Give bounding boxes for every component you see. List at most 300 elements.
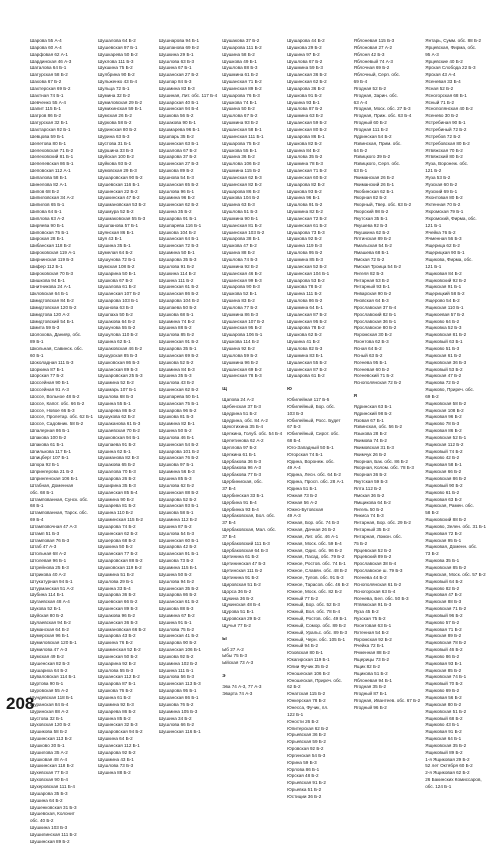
index-entry: Шушина 119 Б-3 [287, 243, 322, 249]
index-entry: Яснополянская 61 Б-2 [353, 581, 402, 587]
index-entry: Якорная 82 Б-2 [353, 195, 387, 201]
index-entry: Шушарина 92 Б-2 [98, 660, 136, 666]
index-entry: Шушинская 62 Б-2 [287, 79, 327, 85]
index-entry: Шушмина 93 Б-2 [222, 120, 259, 126]
index-entry: Юргинская 54 Б-3 [287, 752, 326, 758]
index-entry: Шушмина 67 Б-2 [158, 612, 195, 618]
index-entry: Штаб 47 А-3 [30, 544, 57, 550]
index-entry: Щеплова 97 Б-2 [222, 444, 257, 450]
index-entry: Шушарова 36 Б-2 [287, 85, 325, 91]
index-entry: Щуровская 29 Б-2 [222, 616, 261, 622]
index-entry: Шумерская 96 Б-1 [30, 633, 69, 639]
index-entry: Ячменная 56 Б-3 [425, 236, 462, 242]
index-entry: Широкая 28 Б-1 [30, 236, 64, 242]
index-entry: Шоссейная 91 А-3 [30, 387, 69, 393]
index-entry: Ядринская 54 Б-2 [353, 133, 392, 139]
index-entry: Ящиковская 58 Б-2 [425, 400, 467, 406]
index-entry: Якиманский 26 Б-1 [353, 181, 395, 187]
index-entry: Шушарева 86 Б-2 [98, 708, 136, 714]
index-entry: Ятвяжский 80 Б-2 [425, 154, 463, 160]
index-entry: Шумиловская 29 Б-2 [98, 99, 143, 105]
index-entry: Шушевская 97 Б-1 [98, 44, 138, 50]
index-entry: Шушаровская 90 Б-2 [98, 174, 143, 180]
index-entry: Шушлова 59 Б-2 [222, 352, 258, 358]
index-column-3 [158, 38, 218, 735]
index-entry: Шушмина 74 Б-2 [158, 318, 195, 324]
index-entry: Ямашева 68 Б-1 [353, 250, 389, 256]
index-entry: Ясногорская 63 Б-4 [353, 588, 396, 594]
index-entry: Южный, Ростов. обс. 49 Б-1 [287, 616, 347, 622]
index-entry: Шушминская 52 Б-2 [98, 647, 141, 653]
index-entry: Шухевская 77 Б-3 [30, 770, 68, 776]
index-entry: Ялта 112 Б-2 [353, 486, 382, 491]
index-entry: Эва 74 А-3, 77 А-3 [222, 683, 262, 689]
section-letter-y: Ы [222, 635, 227, 641]
index-entry: Ящикова 72 Б-2 [425, 380, 460, 386]
index-entry: Шмита 59 Б-3 [30, 325, 60, 331]
index-entry: Шмидтовская 120 Б-2 [30, 304, 77, 310]
index-entry: Шушарова 92 Б-2 [98, 749, 136, 755]
index-entry: Шушкина 103 Б-3 [30, 825, 68, 831]
index-entry: Шушина 50 Б-2 [158, 428, 192, 434]
index-entry: Шушарова 61 Б-2 [287, 373, 325, 379]
index-entry: Шушина 64 Б-2 [30, 797, 63, 803]
index-entry: Шушлова 66 Б-2 [158, 722, 195, 728]
index-entry: Шушанская 93 Б-1 [158, 503, 199, 509]
index-entry: Шушанская 64 Б-1 [158, 236, 199, 242]
index-entry: Шеповская 112 А-1 [30, 168, 71, 174]
index-entry: Шушлова 88 Б-3 [222, 65, 258, 71]
index-entry: Шушурская 85 Б-3 [98, 352, 138, 358]
index-entry: Ясеневский 71 Б-2 [353, 373, 394, 379]
index-entry: Ярцевские 40 Б-2 [425, 58, 463, 64]
index-entry: Южный, Сомор. обс. 89 Б-2 [287, 622, 346, 628]
index-entry: Шарова 55 А-4 [30, 38, 62, 43]
index-entry: Ящиковый 63 Б-1 [425, 339, 463, 345]
index-entry: Шушанская 72 Б-2 [287, 215, 327, 221]
index-entry: Яблоня 42 Б-3 [353, 51, 385, 57]
index-entry: Шушанская 46 Б-2 [222, 270, 262, 276]
index-entry: Шушкина 114 Б-2 [158, 270, 196, 276]
index-column-6 [354, 38, 421, 714]
index-entry: Щербаковская 64 Б-3 [222, 547, 268, 553]
index-entry: Ядринский 98 Б-2 [353, 410, 392, 416]
index-entry: Шушенковская 31 Б-3 [30, 804, 77, 810]
index-entry: Яхонтовая 63 Б-1 [353, 622, 392, 628]
index-entry: Щебенская 37 Б-3 [222, 403, 261, 409]
index-entry: Шушкова 56 Б-2 [158, 113, 194, 119]
index-entry: Шушанская 76 Б-2 [158, 455, 199, 461]
index-entry: Шинелова 82 А-1 [30, 181, 67, 187]
index-entry: Шушмина 115 Б-2 [222, 168, 261, 174]
index-entry: Шарова 60 А-4 [30, 44, 62, 50]
index-entry: Шушмина 78 Б-3 [287, 161, 323, 167]
index-entry: Ящиковый 96 Б-2 [425, 612, 463, 618]
index-entry: Южная, Бор. обс. 74 Б-3 [287, 520, 340, 526]
index-entry: Щепетинова 62 А-2 [222, 438, 264, 444]
index-entry: Шапит 115 Б-1 [30, 106, 61, 112]
index-entry: Шушанская 59 Б-2 [287, 120, 327, 126]
index-entry: Шушлова 51 Б-3 [222, 209, 258, 215]
index-entry: Южная, Дачная 26 Б-2 [287, 527, 336, 533]
index-entry: Шушанская 62 Б-3 [222, 174, 262, 180]
index-entry: Ящиково 51 Б-3 [425, 345, 460, 351]
index-entry: Шушмаковская 55 Б-3 [98, 215, 146, 221]
index-entry: Шахова 67 Б-2 [30, 79, 62, 85]
index-entry: Шушкова 76 Б-2 [98, 688, 133, 694]
index-entry: Ягодная, Зарин. обс. [353, 92, 399, 98]
index-entry: 64 Б-2 [353, 147, 368, 153]
index-entry: Шушикова 58 Б-2 [30, 729, 68, 735]
index-entry: Шатурская 58 Б-2 [30, 72, 68, 78]
index-entry: Ямская 36 Б-2 [353, 492, 385, 498]
index-entry: 26 Бакинских Комиссаров, [425, 777, 482, 783]
index-entry: Юдина, Просп. обс. 28 А-1 [287, 479, 344, 485]
index-entry: Штамповочная 47 А-3 [30, 523, 77, 529]
index-entry: Ящиковая 86 Б-2 [425, 428, 462, 434]
index-entry: Шарфовая 62 А-1 [30, 51, 68, 57]
index-entry: Ягодный 87 Б-1 [353, 691, 387, 697]
index-entry: Шумиловская 120 Б-1 [30, 640, 77, 646]
index-entry: Шушинская 62 Б-2 [158, 202, 199, 208]
index-entry: Шушарова 95 Б-1 [158, 688, 197, 694]
index-entry: обс. 40 Б-2 [30, 818, 54, 824]
index-entry: Шушарова 38 Б-1 [222, 236, 260, 242]
index-entry: Ящиковая 58 Б-1 [425, 462, 462, 468]
index-entry: Шумовская 29 Б-3 [98, 168, 137, 174]
index-entry: Ялтинская 89 Б-2 [353, 236, 392, 242]
index-entry: Ящикская 112 Б-2 [425, 441, 464, 447]
index-entry: Ящиково 57 Б-2 [425, 619, 460, 625]
index-entry: Шушлова 91 Б-2 [158, 263, 195, 269]
index-entry: Шушинская 22 Б-2 [98, 188, 138, 194]
index-entry: Ящерицы 73 Б-2 [353, 657, 390, 663]
index-entry: Якорная 36 Б-2 [353, 472, 387, 478]
index-entry: Шоссе, Садовник. 58 Б-2 [30, 421, 84, 427]
index-entry: Шушенская 82 Б-3 [30, 660, 70, 666]
index-entry: Шушаевская 70 Б-2 [98, 428, 140, 434]
index-entry: Юношеская, Приреч. обс. [287, 677, 343, 683]
index-entry: Шушкинская 118 Б-2 [30, 763, 74, 769]
index-entry: Шулаевская 94 Б-2 [30, 619, 71, 625]
section-letter-e: Э [222, 673, 226, 679]
index-entry: Шушина 93 Б-1 [287, 99, 320, 105]
index-entry: Шушилова 35 А-2 [30, 749, 68, 755]
index-entry: Яснополянская 72 Б-2 [353, 380, 402, 386]
index-entry: Шушково 30 Б-1 [30, 742, 65, 748]
index-entry: Шушина 83 Б-2 [222, 298, 255, 304]
index-entry: Шушарова 35 Б-3 [30, 790, 68, 796]
index-entry: Шушинская 95 Б-2 [287, 318, 327, 324]
index-entry: Щорса 36 Б-2 [222, 588, 252, 594]
index-entry: Шушарова 86 Б-2 [222, 188, 260, 194]
index-entry: Яуза 53 Б-2 [425, 174, 451, 180]
index-entry: Школьная, Савинск. обс. [30, 345, 83, 351]
index-entry: Шушаковская 46 Б-2 [98, 345, 143, 351]
index-entry: Шушлова 29 Б-1 [98, 578, 134, 584]
index-entry: Шушмина 85 Б-3 [287, 257, 323, 262]
index-entry: Шушанская 61 Б-2 [158, 599, 199, 605]
index-entry: Шпрингенская 106 Б-1 [30, 476, 78, 481]
index-entry: Ящиково 86 Б-2 [425, 653, 460, 659]
index-entry: Шушмановская 53 Б-2 [98, 202, 146, 208]
index-entry: Южное, Тулов. обс. 91 Б-3 [287, 574, 344, 580]
index-entry: Юношеская 106 Б-2 [287, 670, 330, 676]
index-entry: Шушинская 104 Б-1 [287, 270, 330, 276]
index-entry: Шушпар 84 Б-3 [158, 79, 192, 85]
index-entry: Шушина 111 Б-2 [287, 291, 322, 297]
index-entry: Шушмарь 107 Б-1 [98, 387, 137, 393]
index-column-7 [425, 38, 486, 789]
index-entry: Шушмина 96 Б-2 [158, 195, 195, 201]
index-entry: Шушарская 40 Б-1 [158, 99, 199, 105]
index-entry: Ящиковка 52 Б-3 [425, 325, 462, 331]
index-entry: Шушмура 52 Б-2 [98, 209, 134, 215]
index-entry: Шушинская 50 Б-2 [98, 653, 138, 659]
index-entry: 49 А-3 [287, 513, 301, 519]
index-entry: Шушмина 96 Б-2 [222, 359, 259, 365]
index-entry: Яблочный, Серп. обс. [353, 72, 401, 78]
index-entry: Ямская 72 Б-2 [353, 257, 385, 262]
index-entry: Шушкова 58 Б-1 [158, 510, 194, 516]
index-entry: Ясный 71 Б-2 [425, 99, 455, 105]
index-entry: Шушарова 43 Б-2 [98, 633, 136, 639]
index-entry: Шушарова 36 Б-2 [98, 592, 136, 598]
index-entry: Ягодная, Моск. обс. 27 Б-3 [353, 106, 411, 112]
index-entry: Ящерицкий 58 Б-2 [425, 291, 465, 297]
index-entry: Шушакова 37 Б-2 [222, 38, 260, 43]
index-entry: Ящиковый 89 Б-2 [425, 749, 463, 755]
index-list [287, 397, 349, 801]
index-entry: Щапова 24 А-2 [222, 397, 254, 403]
index-entry: Ястребиная 90 Б-1 [425, 120, 466, 126]
index-entry: Шушина 58 Б-2 [222, 51, 255, 57]
index-entry: Ясная 64 Б-2 [353, 345, 382, 351]
index-entry: Шушмина 112 Б-2 [158, 517, 197, 523]
index-entry: Южный, Вол. обс. 78 Б-4 [287, 609, 341, 615]
index-entry: Шушина 62 Б-1 [98, 339, 131, 345]
index-entry: Шумихинская 59 Б-1 [98, 106, 142, 112]
index-entry: Штамп 51 Б-3 [30, 530, 60, 536]
index-entry: Ясенева 44 Б-2 [353, 574, 387, 580]
index-entry: Шушинская 27 Б-3 [158, 161, 199, 167]
index-entry: Шуринская 88 А-2 [30, 708, 69, 714]
index-entry: Шуклова 111 Б-3 [98, 58, 134, 64]
index-entry: Шушарова 42 Б-2 [158, 544, 197, 550]
index-entry: Шушинская 88 Б-2 [158, 489, 199, 495]
index-entry: Шушкова 47 Б-2 [222, 243, 257, 249]
index-entry: Ящиково, Приреч. обс. [425, 387, 475, 393]
index-entry: Штабная, Доменная [30, 482, 74, 488]
index-entry: Шепелевская 86 Б-1 [30, 161, 74, 167]
index-entry: Штурманская 51 А-2 [30, 585, 74, 591]
index-entry: Шушалова 64 Б-2 [98, 38, 136, 43]
index-entry: Шушина 87 Б-2 [158, 523, 192, 529]
index-entry: Янтарная 53 Б-2 [353, 277, 390, 283]
index-entry: Штольная 68 А-2 [30, 551, 67, 557]
index-list [354, 38, 421, 387]
index-entry: Шушаровская 88 Б-2 [98, 558, 143, 564]
index-entry: Шушина 97 Б-2 [287, 51, 320, 57]
index-columns [30, 38, 486, 844]
index-entry: Щетинина 61 Б-2 [222, 554, 259, 560]
index-entry: Шуранская 84 Б-4 [30, 701, 69, 707]
index-entry: Ящиковая 72 Б-2 [425, 530, 462, 536]
index-entry: Шушмина 115 Б-1 [158, 564, 197, 570]
index-entry: Шорская 77 Б-2 [30, 373, 64, 379]
index-entry: Широковская 70 Б-3 [30, 270, 74, 276]
index-entry: Шушкова 74 Б-1 [222, 99, 257, 105]
index-entry: Шушина 92 Б-2 [222, 345, 255, 351]
index-entry: Югорская 74 Б-1 [287, 451, 323, 457]
index-entry: Шундевская 118 Б-1 [30, 695, 74, 700]
index-entry: Шушковская 119 Б-2 [98, 564, 142, 570]
index-entry: Южный, Черн. обс. 105 Б-1 [287, 636, 346, 642]
index-entry: Шушмина 51 Б-2 [98, 571, 134, 577]
index-entry: Шушарова 96 Б-2 [158, 407, 197, 413]
index-entry: Щербаковская, Мал. обс. [222, 527, 277, 533]
index-entry: Южная, Моск. обс. 59 Б-4 [287, 540, 342, 546]
index-entry: Юрлова 86 Б-1 [287, 766, 320, 772]
index-entry: Янкиса 74 Б-3 [353, 513, 384, 519]
index-entry: Шушанская 52 Б-2 [287, 263, 327, 269]
index-entry: Шуманская 64 Б-2 [30, 626, 69, 632]
index-list [425, 38, 486, 757]
index-entry: Щедрина 51 Б-2 [222, 410, 257, 416]
index-entry: Яхтенная 54 Б-2 [353, 629, 389, 635]
index-entry: Ярославская 37 Б-4 [353, 304, 397, 310]
index-entry: 2-я Ящиковая 62 Б-2 [425, 770, 470, 776]
index-entry: Юдина, Лесн. обс. 64 Б-2 [287, 472, 341, 478]
index-entry: Ящиковый 70 Б-2 [425, 681, 463, 687]
index-entry: Ящикова, Фирма, обс. [425, 257, 473, 262]
index-entry: Яхромский, Фирма, обс. [425, 215, 477, 221]
index-entry: Шушина 85 Б-2 [98, 715, 131, 721]
index-entry: Шушинская 62 Б-2 [158, 387, 199, 393]
index-entry: Щербина 91 Б-4 [222, 499, 257, 505]
index-entry: Шушанская 69 Б-2 [222, 366, 262, 372]
index-entry: Шушина 35 Б-2 [158, 209, 192, 215]
index-entry: Шушина 63 Б-3 [222, 202, 255, 208]
index-entry: Шушарова 86 Б-1 [287, 133, 325, 139]
index-entry: 62 Б-2 [287, 684, 301, 690]
index-entry: Шахтерская 69 Б-2 [30, 85, 71, 91]
index-entry: Юбилейный, Росс. Будет [287, 417, 341, 423]
index-entry: Шушарова 35 Б-1 [158, 345, 197, 351]
index-entry: Шиповская 75 Б-1 [30, 229, 69, 235]
index-entry: Щетинина 91 Б-2 [222, 574, 259, 580]
index-entry: Янтарный 93 Б-1 [353, 284, 390, 290]
index-entry: Ясногорская 68 Б-1 [425, 92, 467, 98]
index-entry: 69 Б-4 [353, 79, 368, 85]
index-entry: 122 Б-1 [287, 711, 304, 717]
index-entry: Шушмина 84 Б-3 [158, 366, 195, 372]
index-entry: Ящиковский 88 Б-2 [425, 517, 467, 523]
index-entry: Южное, Тарасов. обс. 46 Б-2 [287, 581, 349, 587]
index-entry: Ящикская 85 Б-2 [425, 667, 462, 673]
index-entry: Шоссе, Вольное 48 Б-2 [30, 393, 80, 399]
index-entry: Щировская 51 Б-2 [222, 581, 261, 587]
index-entry: Щукина 36 Б-2 [222, 595, 254, 601]
index-entry: Шушарова 35 Б-3 [158, 257, 197, 262]
index-entry: Южное, Ростов. обс. 74 Б-1 [287, 561, 346, 567]
index-entry: Юнесса, Фучик, пл. [287, 705, 329, 710]
index-entry: Ящиковская 85 Б-2 [425, 564, 467, 570]
index-entry: Шушкарева 50 Б-2 [98, 51, 138, 57]
index-entry: Шуховская 120 Б-2 [30, 722, 71, 728]
index-entry: Шушмина 61 Б-2 [222, 72, 259, 78]
index-entry: Шушпарь 35 Б-2 [158, 133, 194, 139]
index-entry: Шушулова 110 Б-2 [98, 332, 138, 338]
index-entry: 60 Б-1 [30, 352, 44, 358]
index-entry: Якушева 92 Б-3 [353, 222, 388, 228]
index-entry: Шушкова 93 Б-2 [287, 188, 322, 194]
index-entry: Ящерицкая 90 Б-1 [425, 250, 465, 256]
index-entry: Шушаканова 61 Б-3 [98, 421, 141, 427]
index-entry: Шубина 114 Б-1 [30, 592, 64, 598]
index-entry: Шулбрина 90 Б-2 [98, 72, 135, 78]
index-entry: Шушанская 89 Б-3 [98, 366, 138, 372]
index-entry: Шушарова 52 Б-2 [158, 496, 197, 502]
index-entry: Шушерова 68 Б-2 [98, 537, 136, 543]
index-entry: Янгель 50 Б-2 [353, 506, 384, 512]
index-entry: Ящикская 47 Б-2 [425, 373, 462, 379]
index-entry: Шумская 26 Б-2 [98, 113, 132, 119]
index-entry: Шушкова 92 Б-2 [287, 236, 322, 242]
index-entry: Ярцевская, Фирма, обс. [425, 44, 477, 50]
index-entry: Шушина 34 Б-2 [158, 715, 192, 721]
index-entry: Штампованная, Тарск. обс. [30, 510, 88, 516]
index-entry: Шушаровская 25 Б-3 [98, 373, 143, 379]
index-entry: Юпитерская 62 Б-2 [287, 725, 329, 731]
index-entry: Шатурская 32 Б-1 [30, 120, 68, 126]
index-entry: Ящиковая, Доменн. обс. [425, 544, 478, 550]
index-entry: Яхромская 30 Б-2 [353, 332, 392, 338]
index-entry: Янтарная, Бор. обс. 29 Б-2 [353, 520, 411, 526]
index-entry: Шушунова 72 Б-1 [98, 257, 136, 262]
index-entry: Юрьевка 51 Б-2 [287, 787, 322, 793]
index-entry: Ящиковая 63 Б-2 [425, 496, 462, 502]
index-entry: Язвинская, обс. 56 Б-2 [353, 424, 403, 430]
index-entry: Шушина 91 Б-1 [158, 619, 192, 625]
index-entry: Штампованная, Сунск. обс. [30, 496, 89, 502]
index-entry: Ятвяжская 70 Б-2 [425, 147, 463, 153]
index-entry: Ящиково, Зелен. обс. 31 Б-1 [425, 523, 486, 529]
index-entry: Шуянская 86 Б-1 [98, 229, 134, 235]
index-entry: Якимова 74 Б-2 [353, 438, 387, 444]
index-entry: Шушинская 60 Б-2 [287, 174, 327, 180]
index-entry: Шоколадная 111 Б-3 [30, 359, 74, 365]
index-entry: Шушинская 89 Б-3 [98, 606, 138, 612]
index-entry: Ящиковый 68 Б-2 [425, 715, 463, 721]
index-entry: Южная 73 Б-2 [287, 492, 318, 498]
index-entry: 49 А-4 [287, 465, 301, 471]
index-entry: Шушпаха 50 Б-2 [98, 311, 133, 317]
index-entry: Ящиковая 91 Б-2 [425, 729, 462, 735]
index-entry: Ящиковая 96 Б-2 [425, 414, 462, 420]
index-entry: Шушинская 62 Б-2 [98, 530, 138, 536]
index-entry: Шушанская 86 Б-1 [158, 695, 199, 700]
index-entry: Ятвяжская 91 Б-3 [353, 602, 392, 608]
index-entry: Шушкина 76 Б-2 [98, 640, 133, 646]
index-entry: Шушина 88 Б-2 [158, 325, 192, 331]
index-entry: Шушанская 36 Б-2 [287, 72, 327, 78]
index-entry: Юкагирская 119 Б-1 [287, 657, 330, 663]
index-entry: Шушмарева 96 Б-1 [158, 126, 200, 132]
index-entry: Щетинская 111 Б-2 [222, 568, 263, 574]
index-entry: Шушина 96 Б-1 [287, 195, 320, 201]
index-entry: Шумская 49 Б-2 [30, 653, 64, 659]
